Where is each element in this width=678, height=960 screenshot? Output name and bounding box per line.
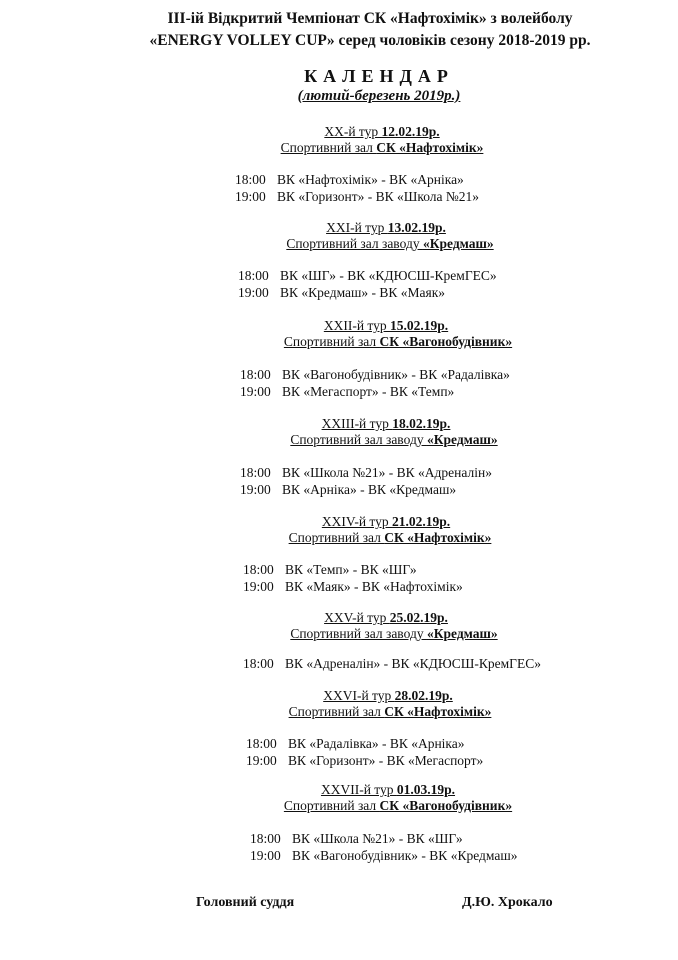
- match-row: 18:00 ВК «Радалівка» - ВК «Арніка»: [246, 736, 465, 751]
- venue: Спортивний зал заводу «Кредмаш»: [290, 626, 498, 641]
- match-row: 19:00 ВК «Горизонт» - ВК «Школа №21»: [235, 189, 480, 204]
- round-title: XXVI-й тур 28.02.19р.: [323, 688, 453, 703]
- referee-name: Д.Ю. Хрокало: [462, 895, 553, 910]
- match-row: 19:00 ВК «Вагонобудівник» - ВК «Кредмаш»: [250, 848, 518, 863]
- calendar-period: (лютий-березень 2019р.): [297, 88, 461, 104]
- match-row: 19:00 ВК «Арніка» - ВК «Кредмаш»: [240, 482, 457, 497]
- venue: Спортивний зал СК «Вагонобудівник»: [283, 798, 513, 813]
- round-title: XXV-й тур 25.02.19р.: [324, 610, 448, 625]
- round-title: XXIII-й тур 18.02.19р.: [321, 416, 451, 431]
- calendar-title: КАЛЕНДАР: [304, 66, 454, 86]
- match-row: 18:00 ВК «Школа №21» - ВК «ШГ»: [250, 831, 463, 846]
- championship-title: III-ій Відкритий Чемпіонат СК «Нафтохімік» з волейболу: [167, 10, 573, 27]
- venue: Спортивний зал СК «Нафтохімік»: [288, 704, 492, 719]
- match-row: 19:00 ВК «Горизонт» - ВК «Мегаспорт»: [246, 753, 484, 768]
- venue: Спортивний зал заводу «Кредмаш»: [290, 432, 498, 447]
- match-row: 18:00 ВК «Нафтохімік» - ВК «Арніка»: [235, 172, 464, 187]
- venue: Спортивний зал СК «Нафтохімік»: [288, 530, 492, 545]
- round-title: XX-й тур 12.02.19р.: [324, 124, 440, 139]
- referee-role: Головний суддя: [196, 895, 295, 910]
- match-row: 18:00 ВК «ШГ» - ВК «КДЮСШ-КремГЕС»: [238, 268, 497, 283]
- match-row: 18:00 ВК «Вагонобудівник» - ВК «Радалівка»: [240, 367, 510, 382]
- match-row: 19:00 ВК «Кредмаш» - ВК «Маяк»: [238, 285, 446, 300]
- match-row: 18:00 ВК «Адреналін» - ВК «КДЮСШ-КремГЕС»: [243, 656, 541, 671]
- match-row: 19:00 ВК «Маяк» - ВК «Нафтохімік»: [243, 579, 463, 594]
- round-title: XXIV-й тур 21.02.19р.: [321, 514, 451, 529]
- cup-title: «ENERGY VOLLEY CUP» серед чоловіків сезону 2018-2019 рр.: [149, 32, 591, 49]
- match-row: 18:00 ВК «Темп» - ВК «ШГ»: [243, 562, 417, 577]
- venue: Спортивний зал заводу «Кредмаш»: [286, 236, 494, 251]
- match-row: 18:00 ВК «Школа №21» - ВК «Адреналін»: [240, 465, 492, 480]
- venue: Спортивний зал СК «Нафтохімік»: [280, 140, 484, 155]
- round-title: XXVII-й тур 01.03.19р.: [320, 782, 456, 797]
- round-title: XXII-й тур 15.02.19р.: [323, 318, 449, 333]
- round-title: XXI-й тур 13.02.19р.: [326, 220, 446, 235]
- venue: Спортивний зал СК «Вагонобудівник»: [283, 334, 513, 349]
- match-row: 19:00 ВК «Мегаспорт» - ВК «Темп»: [240, 384, 455, 399]
